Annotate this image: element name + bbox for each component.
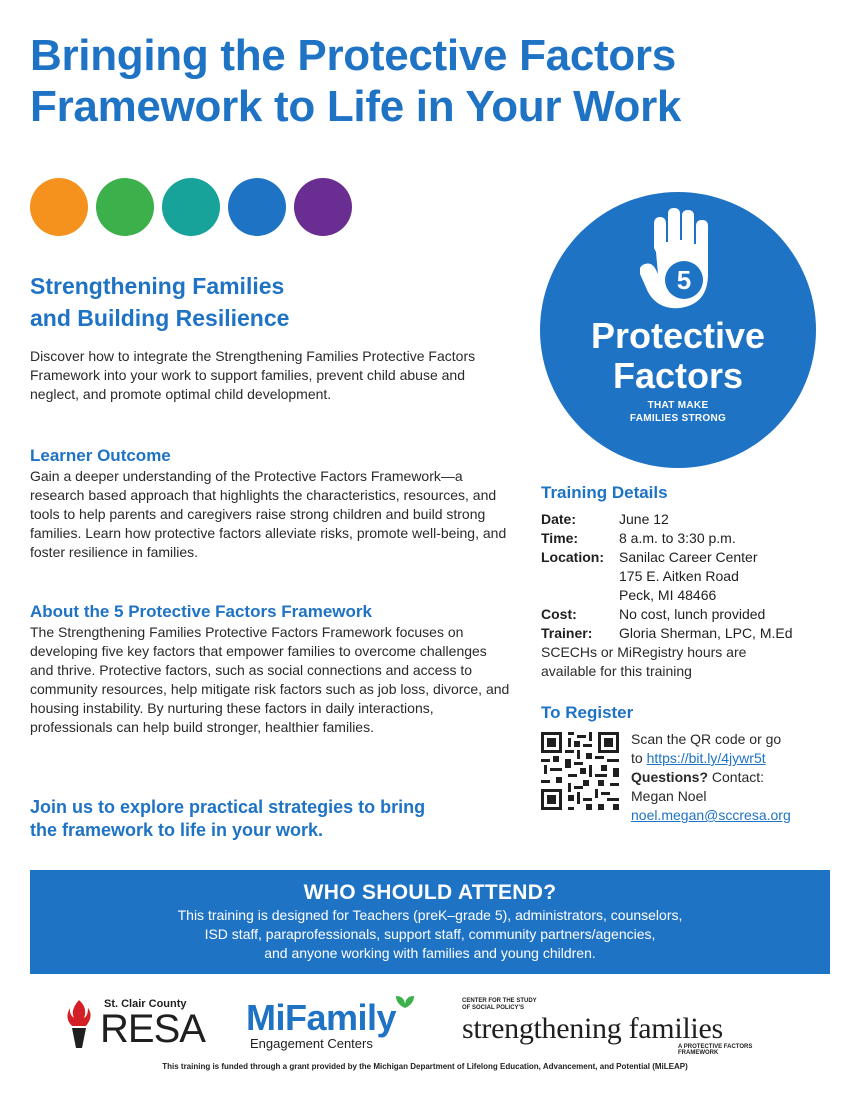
sf-wordmark: strengthening families [462,1012,723,1045]
purple-dot [294,178,352,236]
training-details [541,482,831,681]
intro-line: optimal child development. [165,386,332,402]
about-line: stronger, healthier families. [206,719,374,735]
outcome-heading: Learner Outcome [30,446,171,465]
cta-line-1: Join us to explore practical strategies to bring [30,797,426,817]
register-text [631,730,791,825]
register-line-2 [631,749,791,768]
contact-name: Megan Noel [631,788,707,804]
trainer-row [541,624,831,643]
hand-icon [640,208,716,316]
mifamily-logo [246,998,436,1054]
intro-text [30,347,500,404]
qr-code[interactable] [541,732,619,810]
teal-dot [162,178,220,236]
page-title [30,30,820,132]
badge-sub-2: FAMILIES STRONG [629,413,727,424]
protective-factors-badge [540,192,816,468]
intro-section [30,270,500,404]
about-line: factors in daily interactions, professionals can help build [30,700,434,735]
date-label: Date: [541,511,577,527]
time-label: Time: [541,530,579,546]
leaf-icon [394,994,416,1008]
about-line: job loss, divorce, and housing instability. By nurturing these [30,681,510,716]
hours-line-2: available for this training [541,663,692,679]
about-line: community resources, help mitigate risk factors such as [30,681,374,697]
outcome-line: promote well-being, and foster resilience in families. [30,525,507,560]
sf-top-1: CENTER FOR THE STUDY [462,998,537,1004]
funding-note: This training is funded through a grant provided by the Michigan Department of Lifelong Education, Advancement, and Potential (MiLEAP) [162,1062,688,1071]
questions-line [631,768,791,787]
cost-row [541,605,831,624]
time-value: 8 a.m. to 3:30 p.m. [619,530,736,546]
location-row [541,548,831,605]
time-row [541,529,831,548]
mifamily-sub: Engagement Centers [250,1036,373,1051]
intro-heading-line-2: and Building Resilience [30,305,290,331]
date-row [541,510,831,529]
resa-logo [66,996,226,1052]
date-value: June 12 [619,511,669,527]
badge-factors: Factors [612,355,744,396]
attend-line: and anyone working with families and young children. [264,945,596,961]
resa-county: St. Clair County [104,998,187,1010]
torch-icon [66,1000,92,1050]
about-line: factors, such as social connections and access to [165,662,473,678]
location-line: Sanilac Career Center [619,549,758,565]
badge-number: 5 [676,265,692,295]
about-text [30,623,510,737]
strengthening-families-logo [462,998,792,1054]
questions-label: Questions? [631,769,709,785]
cost-value: No cost, lunch provided [619,606,766,622]
green-dot [96,178,154,236]
outcome-section [30,445,510,562]
trainer-value: Gloria Sherman, LPC, M.Ed [619,625,793,641]
sf-top-2: OF SOCIAL POLICY'S [462,1005,524,1011]
hours-line-1: SCECHs or MiRegistry hours are [541,644,747,660]
register-body [541,732,831,825]
about-section [30,601,510,737]
resa-wordmark: RESA [100,1007,205,1051]
hours-note [541,643,831,681]
outcome-line: families. Learn how protective factors alleviate risks, [30,525,353,541]
register-line-1: Scan the QR code or go [631,731,782,747]
register-url-link[interactable]: https://bit.ly/4jywr5t [646,750,766,766]
location-label: Location: [541,549,604,565]
contact-label: Contact: [708,769,765,785]
attend-heading: WHO SHOULD ATTEND? [303,881,557,904]
intro-line: Discover how to integrate the Strengthening Families [30,348,359,364]
about-line: focuses on developing five key factors that empower [30,624,464,659]
register-section [541,702,831,825]
sf-sub: A PROTECTIVE FACTORS FRAMEWORK [678,1044,753,1056]
title-line-1: Bringing the Protective Factors [30,31,676,80]
who-should-attend-banner [30,870,830,974]
details-heading: Training Details [541,483,668,502]
location-line: Peck, MI 48466 [619,587,717,603]
intro-line: families, prevent child abuse and neglect, and promote [30,367,465,402]
intro-heading [30,270,500,334]
outcome-line: and caregivers raise strong children and build strong [159,506,486,522]
attend-line: This training is designed for Teachers (preK–grade 5), administrators, counselors, [177,907,683,923]
intro-line: Protective Factors Framework into your work to support [30,348,476,383]
color-dots [30,178,352,236]
attend-text [30,906,830,963]
outcome-line: Framework—a research based approach that highlights [30,468,463,503]
about-line: The Strengthening Families Protective Factors Framework [30,624,392,640]
outcome-line: the characteristics, resources, and tools to help parents [30,487,497,522]
outcome-text [30,467,510,562]
location-value [619,548,758,605]
register-to: to [631,750,647,766]
sf-center [462,998,537,1012]
about-line: families to overcome challenges and thrive. Protective [30,643,487,678]
about-heading: About the 5 Protective Factors Framework [30,602,372,621]
badge-sub-1: THAT MAKE [647,400,709,411]
cost-label: Cost: [541,606,577,622]
cta-text [30,796,520,842]
attend-line: ISD staff, paraprofessionals, support staff, community partners/agencies, [204,926,656,942]
blue-dot [228,178,286,236]
intro-heading-line-1: Strengthening Families [30,273,285,299]
cta-line-2: the framework to life in your work. [30,820,324,840]
badge-protective: Protective [590,315,766,356]
orange-dot [30,178,88,236]
contact-email-link[interactable]: noel.megan@sccresa.org [631,807,791,823]
trainer-label: Trainer: [541,625,593,641]
location-line: 175 E. Aitken Road [619,568,739,584]
outcome-line: Gain a deeper understanding of the Protective Factors [30,468,367,484]
title-line-2: Framework to Life in Your Work [30,82,682,131]
mifamily-wordmark: MiFamily [246,997,397,1038]
register-heading: To Register [541,703,634,722]
